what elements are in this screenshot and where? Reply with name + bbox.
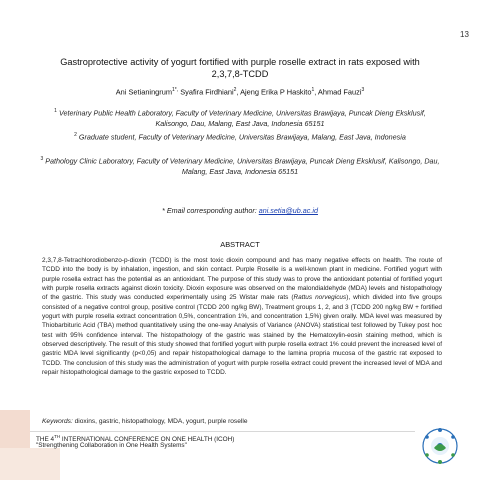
author-sup: 1 [311, 87, 315, 93]
species-name: Rattus norvegicus [293, 294, 347, 302]
author-list [30, 87, 450, 96]
abstract-part-1: 2,3,7,8-Tetrachlorodiobenzo-p-dioxin (TCDD) is the most toxic dioxin compound and has many negative effects on health. The route of TCDD into the body is by inhalation, ingestion, and skin contact. Purple Roselle is a well-known plant in medicine. Fortified yogurt with purple rosella extract has the potential as an antioxidant. The purpose of this study was to prove the antioxidant potential of fortified yogurt with purple rosella extracts against dioxin toxicity. Dioxin exposure was observed on the malondialdehyde (MDA) levels and histopathology of the gastric. This study was conducted experimentally using 25 Wistar male rats ( [42, 257, 442, 302]
author-name: , Ahmad Fauzi [314, 87, 362, 97]
title-line-1: Gastroprotective activity of yogurt fortified with purple roselle extract in rats exposed with [60, 57, 420, 67]
footer-divider [30, 431, 415, 432]
affiliation-text: Graduate student, Faculty of Veterinary Medicine, Universitas Brawijaya, Malang, East Java, Indonesia [78, 132, 406, 142]
affiliation-3 [40, 154, 440, 177]
affiliation-sup: 2 [74, 132, 77, 138]
keywords [42, 418, 442, 425]
author-name: , Ajeng Erika P Haskito [236, 87, 312, 97]
author-name: Ani Setianingrum [115, 87, 173, 97]
affiliation-1 [40, 106, 440, 129]
affiliation-text: Veterinary Public Health Laboratory, Faculty of Veterinary Medicine, Universitas Brawijaya, Puncak Dieng Eksklusif, Kalisongo, Dau, Malang, East Java, Indonesia 65151 [58, 108, 426, 128]
abstract-heading: ABSTRACT [220, 240, 260, 249]
author-sup: 1*, [172, 87, 179, 93]
page-number: 13 [460, 30, 469, 39]
one-health-logo-icon [420, 426, 460, 466]
conference-theme: "Strengthening Collaboration in One Health Systems" [36, 442, 187, 449]
keywords-list: dioxins, gastric, histopathology, MDA, yogurt, purple roselle [72, 418, 248, 425]
paper-title [40, 56, 440, 80]
corresponding-email [40, 206, 440, 215]
author-name: Syafira Firdhiani [178, 87, 234, 97]
author-sup: 3 [361, 87, 365, 93]
affiliation-text: Pathology Clinic Laboratory, Faculty of Veterinary Medicine, Universitas Brawijaya, Puncak Dieng Eksklusif, Kalisongo, Dau, Malang, East Java, Indonesia 65151 [45, 156, 440, 176]
conference-ordinal: TH [54, 434, 61, 439]
author-sup: 2 [233, 87, 237, 93]
affiliation-sup: 3 [40, 156, 44, 162]
affiliation-sup: 1 [54, 108, 57, 114]
abstract-part-2: ), which divided into five groups consisted of a negative control group, positive control (TCDD 200 ng/kg BW), Treatment groups 1, 2, and 3 (TCDD 200 ng/kg BW + fortified yogurt with purple rosella extract concentration 0,5%, concentration 1%, and concentration 1,5%) given orally. MDA level was measured by Thiobarbituric Acid (TBA) method quantitatively using the one-way Analysis of Variance (ANOVA) statistical test followed by Tukey post hoc test with 95% confidence interval. The histopathology of the gastric was stained by the Hematoxylin-eosin staining method, which is observed descriptively. The result of this study showed that fortified yogurt with purple rosella extract 1% could prevent the increased level of gastric MDA level significantly (p<0,05) and repair histopathological damage to the lamina propria mucosa of the gastric rat exposed to TCDD. The conclusion of this study was the administration of yogurt with purple rosella extract could prevent the increased level of MDA and repair histopathological damage to the gastric exposed to TCDD. [42, 294, 442, 377]
abstract-text [42, 256, 442, 377]
footer-decoration-secondary [0, 448, 60, 480]
title-line-2: 2,3,7,8-TCDD [211, 69, 269, 79]
email-link[interactable]: ani.setia@ub.ac.id [258, 206, 318, 215]
conference-name-pre: THE 4 [36, 436, 55, 444]
conference-name-post: INTERNATIONAL CONFERENCE ON ONE HEALTH (ICOH) [60, 436, 235, 444]
keywords-label: Keywords: [42, 418, 73, 425]
affiliation-2 [40, 130, 440, 143]
email-label: * Email corresponding author: [162, 206, 259, 215]
